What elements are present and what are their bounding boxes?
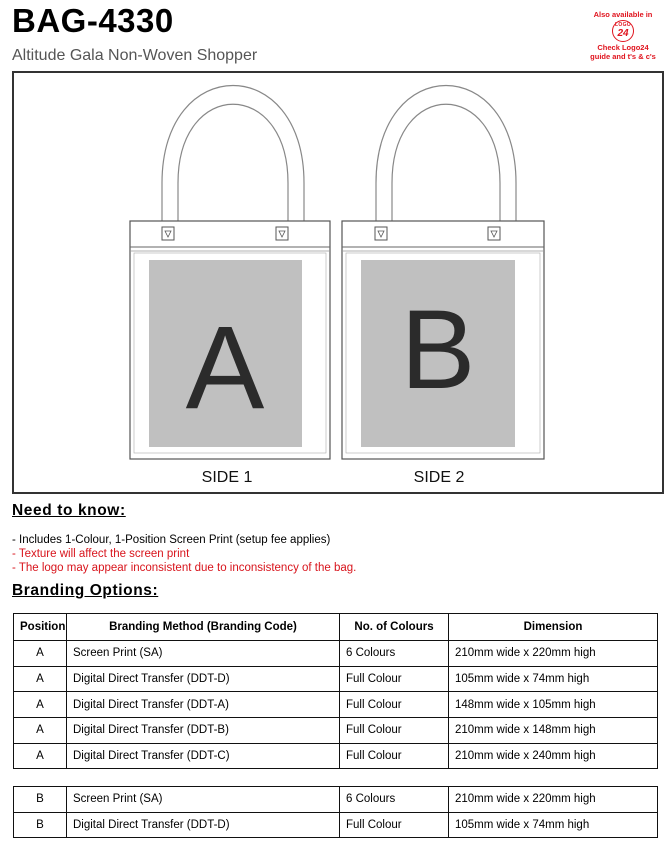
- bag-drawings: [14, 73, 662, 492]
- need-to-know-title: Need to know:: [12, 502, 126, 519]
- cell-method: Digital Direct Transfer (DDT-A): [67, 692, 340, 718]
- branding-table-b: [13, 786, 658, 838]
- cell-method: Digital Direct Transfer (DDT-D): [67, 812, 340, 838]
- table-row: [14, 692, 658, 718]
- badge-available-text: Also available in: [593, 10, 653, 19]
- header-dimension: Dimension: [449, 614, 658, 641]
- side-2-letter: B: [400, 287, 476, 412]
- cell-position: A: [14, 718, 67, 744]
- cell-colours: Full Colour: [340, 743, 449, 769]
- cell-colours: 6 Colours: [340, 641, 449, 667]
- cell-method: Digital Direct Transfer (DDT-D): [67, 666, 340, 692]
- product-name: Altitude Gala Non-Woven Shopper: [12, 47, 258, 64]
- table-row: [14, 812, 658, 838]
- side-2-label: SIDE 2: [413, 469, 465, 486]
- badge-logo-number: 24: [617, 28, 629, 39]
- table-row: [14, 641, 658, 667]
- table-row: [14, 743, 658, 769]
- table-row: [14, 718, 658, 744]
- table-row: [14, 787, 658, 813]
- note-item-1: - Includes 1-Colour, 1-Position Screen Print (setup fee applies): [12, 534, 331, 546]
- cell-colours: Full Colour: [340, 692, 449, 718]
- bag-illustration-frame: [12, 71, 664, 494]
- badge-check-line-2: guide and t's & c's: [590, 52, 656, 61]
- cell-method: Screen Print (SA): [67, 787, 340, 813]
- cell-colours: Full Colour: [340, 666, 449, 692]
- bag-side-2-drawing: [342, 86, 544, 460]
- cell-method: Digital Direct Transfer (DDT-B): [67, 718, 340, 744]
- badge-check-line-1: Check Logo24: [597, 43, 649, 52]
- cell-colours: Full Colour: [340, 718, 449, 744]
- side-1-label: SIDE 1: [201, 469, 253, 486]
- cell-colours: Full Colour: [340, 812, 449, 838]
- cell-position: A: [14, 743, 67, 769]
- table-row: [14, 666, 658, 692]
- cell-dimension: 210mm wide x 240mm high: [449, 743, 658, 769]
- cell-dimension: 210mm wide x 220mm high: [449, 641, 658, 667]
- note-item-2: - Texture will affect the screen print: [12, 548, 190, 560]
- logo24-badge: [584, 10, 662, 61]
- cell-position: A: [14, 692, 67, 718]
- header-position: Position: [14, 614, 67, 641]
- header-method: Branding Method (Branding Code): [67, 614, 340, 641]
- cell-method: Digital Direct Transfer (DDT-C): [67, 743, 340, 769]
- branding-options-title: Branding Options:: [12, 582, 159, 599]
- cell-position: B: [14, 812, 67, 838]
- cell-dimension: 105mm wide x 74mm high: [449, 812, 658, 838]
- badge-logo-word: LOGO: [615, 22, 631, 28]
- cell-dimension: 148mm wide x 105mm high: [449, 692, 658, 718]
- cell-dimension: 210mm wide x 220mm high: [449, 787, 658, 813]
- header-colours: No. of Colours: [340, 614, 449, 641]
- cell-position: A: [14, 641, 67, 667]
- note-item-3: - The logo may appear inconsistent due to inconsistency of the bag.: [12, 562, 357, 574]
- cell-position: B: [14, 787, 67, 813]
- logo24-icon: [612, 20, 634, 42]
- product-code: BAG-4330: [12, 2, 174, 39]
- branding-table-a: [13, 613, 658, 769]
- cell-colours: 6 Colours: [340, 787, 449, 813]
- cell-method: Screen Print (SA): [67, 641, 340, 667]
- side-1-letter: A: [185, 302, 265, 434]
- cell-position: A: [14, 666, 67, 692]
- cell-dimension: 105mm wide x 74mm high: [449, 666, 658, 692]
- table-header-row: [14, 614, 658, 641]
- cell-dimension: 210mm wide x 148mm high: [449, 718, 658, 744]
- bag-side-1-drawing: [130, 86, 330, 460]
